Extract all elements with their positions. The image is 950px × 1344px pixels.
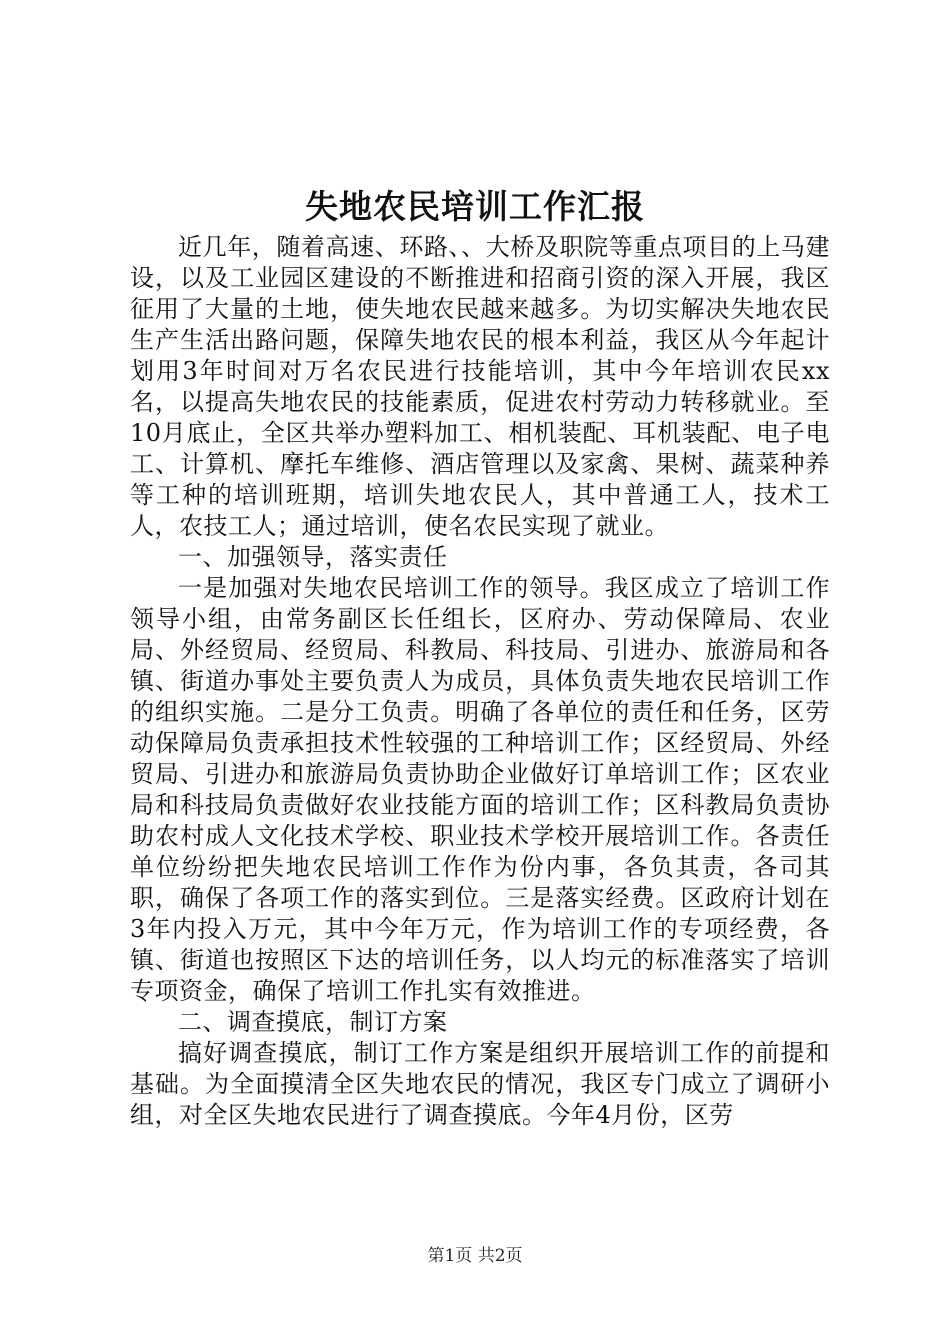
paragraph-section-2: 搞好调查摸底，制订工作方案是组织开展培训工作的前提和基础。为全面摸清全区失地农民的情况，我区专门成立了调研小组，对全区失地农民进行了调查摸底。今年4月份，区劳 <box>130 1039 830 1129</box>
paragraph-intro: 近几年，随着高速、环路、、大桥及职院等重点项目的上马建设，以及工业园区建设的不断推进和招商引资的深入开展，我区征用了大量的土地，使失地农民越来越多。为切实解决失地农民生产生活出路问题，保障失地农民的根本利益，我区从今年起计划用3年时间对万名农民进行技能培训，其中今年培训农民xx名，以提高失地农民的技能素质，促进农村劳动力转移就业。至10月底止，全区共举办塑料加工、相机装配、耳机装配、电子电工、计算机、摩托车维修、酒店管理以及家禽、果树、蔬菜种养等工种的培训班期，培训失地农民人，其中普通工人，技术工人，农技工人；通过培训，使名农民实现了就业。 <box>130 233 830 540</box>
page-footer: 第1页 共2页 <box>427 1246 523 1266</box>
paragraph-section-1: 一是加强对失地农民培训工作的领导。我区成立了培训工作领导小组，由常务副区长任组长，区府办、劳动保障局、农业局、外经贸局、经贸局、科教局、科技局、引进办、旅游局和各镇、街道办事处主要负责人为成员，具体负责失地农民培训工作的组织实施。二是分工负责。明确了各单位的责任和任务，区劳动保障局负责承担技术性较强的工种培训工作；区经贸局、外经贸局、引进办和旅游局负责协助企业做好订单培训工作；区农业局和科技局负责做好农业技能方面的培训工作；区科教局负责协助农村成人文化技术学校、职业技术学校开展培训工作。各责任单位纷纷把失地农民培训工作作为份内事，各负其责，各司其职，确保了各项工作的落实到位。三是落实经费。区政府计划在3年内投入万元，其中今年万元，作为培训工作的专项经费，各镇、街道也按照区下达的培训任务，以人均元的标准落实了培训专项资金，确保了培训工作扎实有效推进。 <box>130 574 830 1005</box>
document-title: 失地农民培训工作汇报 <box>305 187 645 226</box>
section-heading-1: 一、加强领导，落实责任 <box>178 543 448 571</box>
section-heading-2: 二、调查摸底，制订方案 <box>178 1008 448 1036</box>
document-body <box>130 232 830 1131</box>
